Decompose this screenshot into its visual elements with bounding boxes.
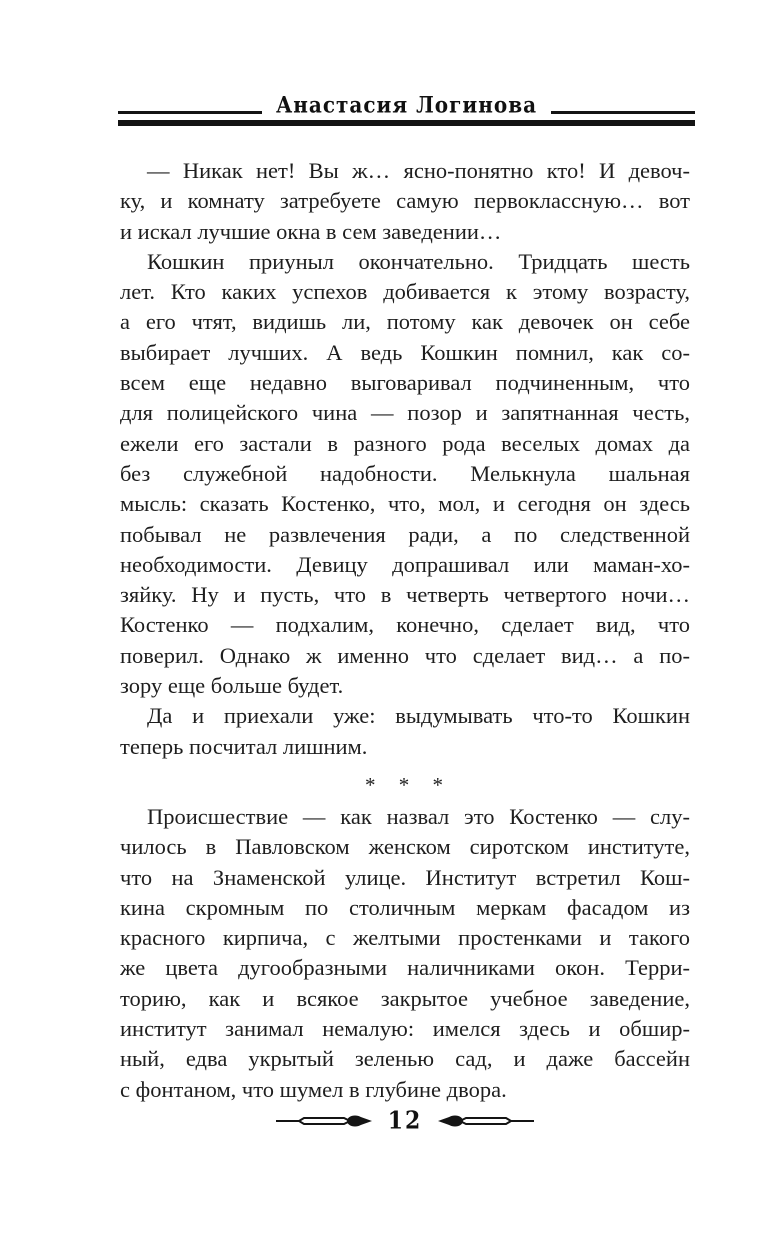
text-line: без служебной надобности. Мелькнула шальная — [120, 460, 690, 486]
text-line: же цвета дугообразными наличниками окон. Терри- — [120, 955, 690, 981]
text-line: а его чтят, видишь ли, потому как девочек он себе — [120, 309, 690, 335]
text-line: Происшествие — как назвал это Костенко — слу- — [147, 803, 690, 829]
text-line: поверил. Однако ж именно что сделает вид… а по- — [120, 642, 690, 668]
text-line: необходимости. Девицу допрашивал или маман-хо- — [120, 551, 690, 577]
text-line: зору еще больше будет. — [120, 673, 344, 699]
header-row — [118, 91, 695, 118]
paragraph — [120, 701, 690, 762]
text-line: побывал не развлечения ради, а по следственной — [120, 521, 690, 547]
text-line: что на Знаменской улице. Институт встретил Кош- — [120, 864, 690, 890]
arrow-left-ornament-icon — [438, 1113, 534, 1129]
paragraph — [120, 247, 690, 701]
page-number: 12 — [387, 1106, 423, 1136]
paragraph — [120, 802, 690, 1105]
text-line: Кошкин приуныл окончательно. Тридцать шесть — [147, 248, 690, 274]
text-line: для полицейского чина — позор и запятнанная честь, — [120, 400, 690, 426]
header-rule-right — [551, 111, 695, 114]
text-line: красного кирпича, с желтыми простенками и такого — [120, 925, 690, 951]
header-rule-left — [118, 111, 262, 114]
text-line: Да и приехали уже: выдумывать что-то Кошкин — [147, 703, 690, 729]
text-line: и искал лучшие окна в сем заведении… — [120, 218, 502, 244]
text-line: торию, как и всякое закрытое учебное заведение, — [120, 985, 690, 1011]
page-footer — [120, 1108, 690, 1134]
author-running-head: Анастасия Логинова — [275, 91, 538, 118]
text-line: институт занимал немалую: имелся здесь и обшир- — [120, 1016, 690, 1042]
text-line: Костенко — подхалим, конечно, сделает вид, что — [120, 612, 690, 638]
text-line: — Никак нет! Вы ж… ясно-понятно кто! И девоч- — [147, 158, 690, 183]
text-line: ку, и комнату затребуете самую первоклассную… вот — [120, 188, 690, 214]
arrow-right-ornament-icon — [276, 1113, 372, 1129]
page-body — [120, 156, 690, 1105]
section-separator: * * * — [365, 772, 445, 797]
text-line: зяйку. Ну и пусть, что в четверть четвертого ночи… — [120, 582, 690, 608]
page-header — [118, 91, 695, 126]
text-line: ежели его застали в разного рода веселых домах да — [120, 430, 690, 456]
text-line: ный, едва укрытый зеленью сад, и даже бассейн — [120, 1046, 690, 1072]
text-line: с фонтаном, что шумел в глубине двора. — [120, 1076, 507, 1102]
text-line: теперь посчитал лишним. — [120, 733, 368, 759]
header-thick-rule — [118, 120, 695, 126]
text-line: выбирает лучших. А ведь Кошкин помнил, как со- — [120, 339, 690, 365]
text-line: мысль: сказать Костенко, что, мол, и сегодня он здесь — [120, 491, 690, 517]
paragraph — [120, 156, 690, 247]
text-line: кина скромным по столичным меркам фасадом из — [120, 894, 690, 920]
text-line: чилось в Павловском женском сиротском институте, — [120, 834, 690, 860]
text-line: всем еще недавно выговаривал подчиненным, что — [120, 370, 690, 396]
text-line: лет. Кто каких успехов добивается к этому возрасту, — [120, 279, 690, 305]
